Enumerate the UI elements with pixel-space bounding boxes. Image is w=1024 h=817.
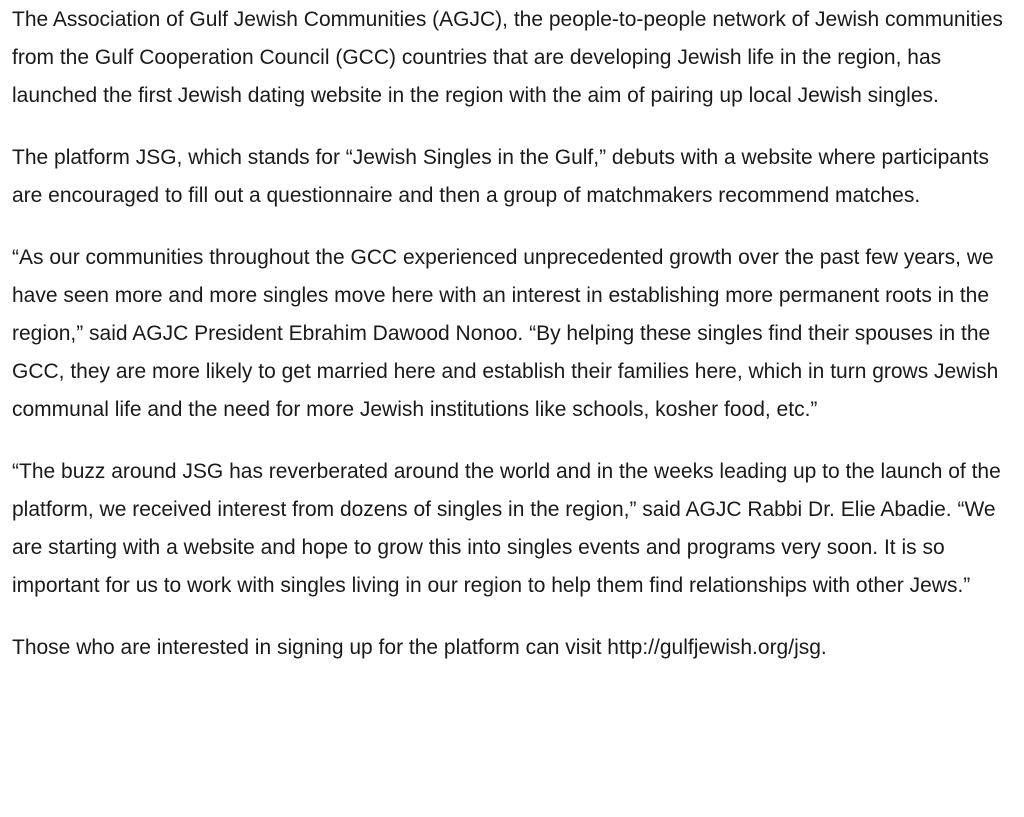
article-paragraph-1: The Association of Gulf Jewish Communities (AGJC), the people-to-people network of Jewish communities from the Gulf Cooperation Council (GCC) countries that are developing Jewish life in the region, has launched the first Jewish dating website in the region with the aim of pairing up local Jewish singles.	[12, 8, 1003, 107]
article-paragraph-5: Those who are interested in signing up for the platform can visit http://gulfjewish.org/jsg.	[12, 636, 827, 659]
article-paragraph-3: “As our communities throughout the GCC experienced unprecedented growth over the past few years, we have seen more and more singles move here with an interest in establishing more permanent roots in the region,” said AGJC President Ebrahim Dawood Nonoo. “By helping these singles find their spouses in the GCC, they are more likely to get married here and establish their families here, which in turn grows Jewish communal life and the need for more Jewish institutions like schools, kosher food, etc.”	[12, 246, 999, 421]
article-paragraph-4: “The buzz around JSG has reverberated around the world and in the weeks leading up to the launch of the platform, we received interest from dozens of singles in the region,” said AGJC Rabbi Dr. Elie Abadie. “We are starting with a website and hope to grow this into singles events and programs very soon. It is so important for us to work with singles living in our region to help them find relationships with other Jews.”	[12, 460, 1001, 597]
article-paragraph-2: The platform JSG, which stands for “Jewish Singles in the Gulf,” debuts with a website where participants are encouraged to fill out a questionnaire and then a group of matchmakers recommend matches.	[12, 146, 989, 207]
